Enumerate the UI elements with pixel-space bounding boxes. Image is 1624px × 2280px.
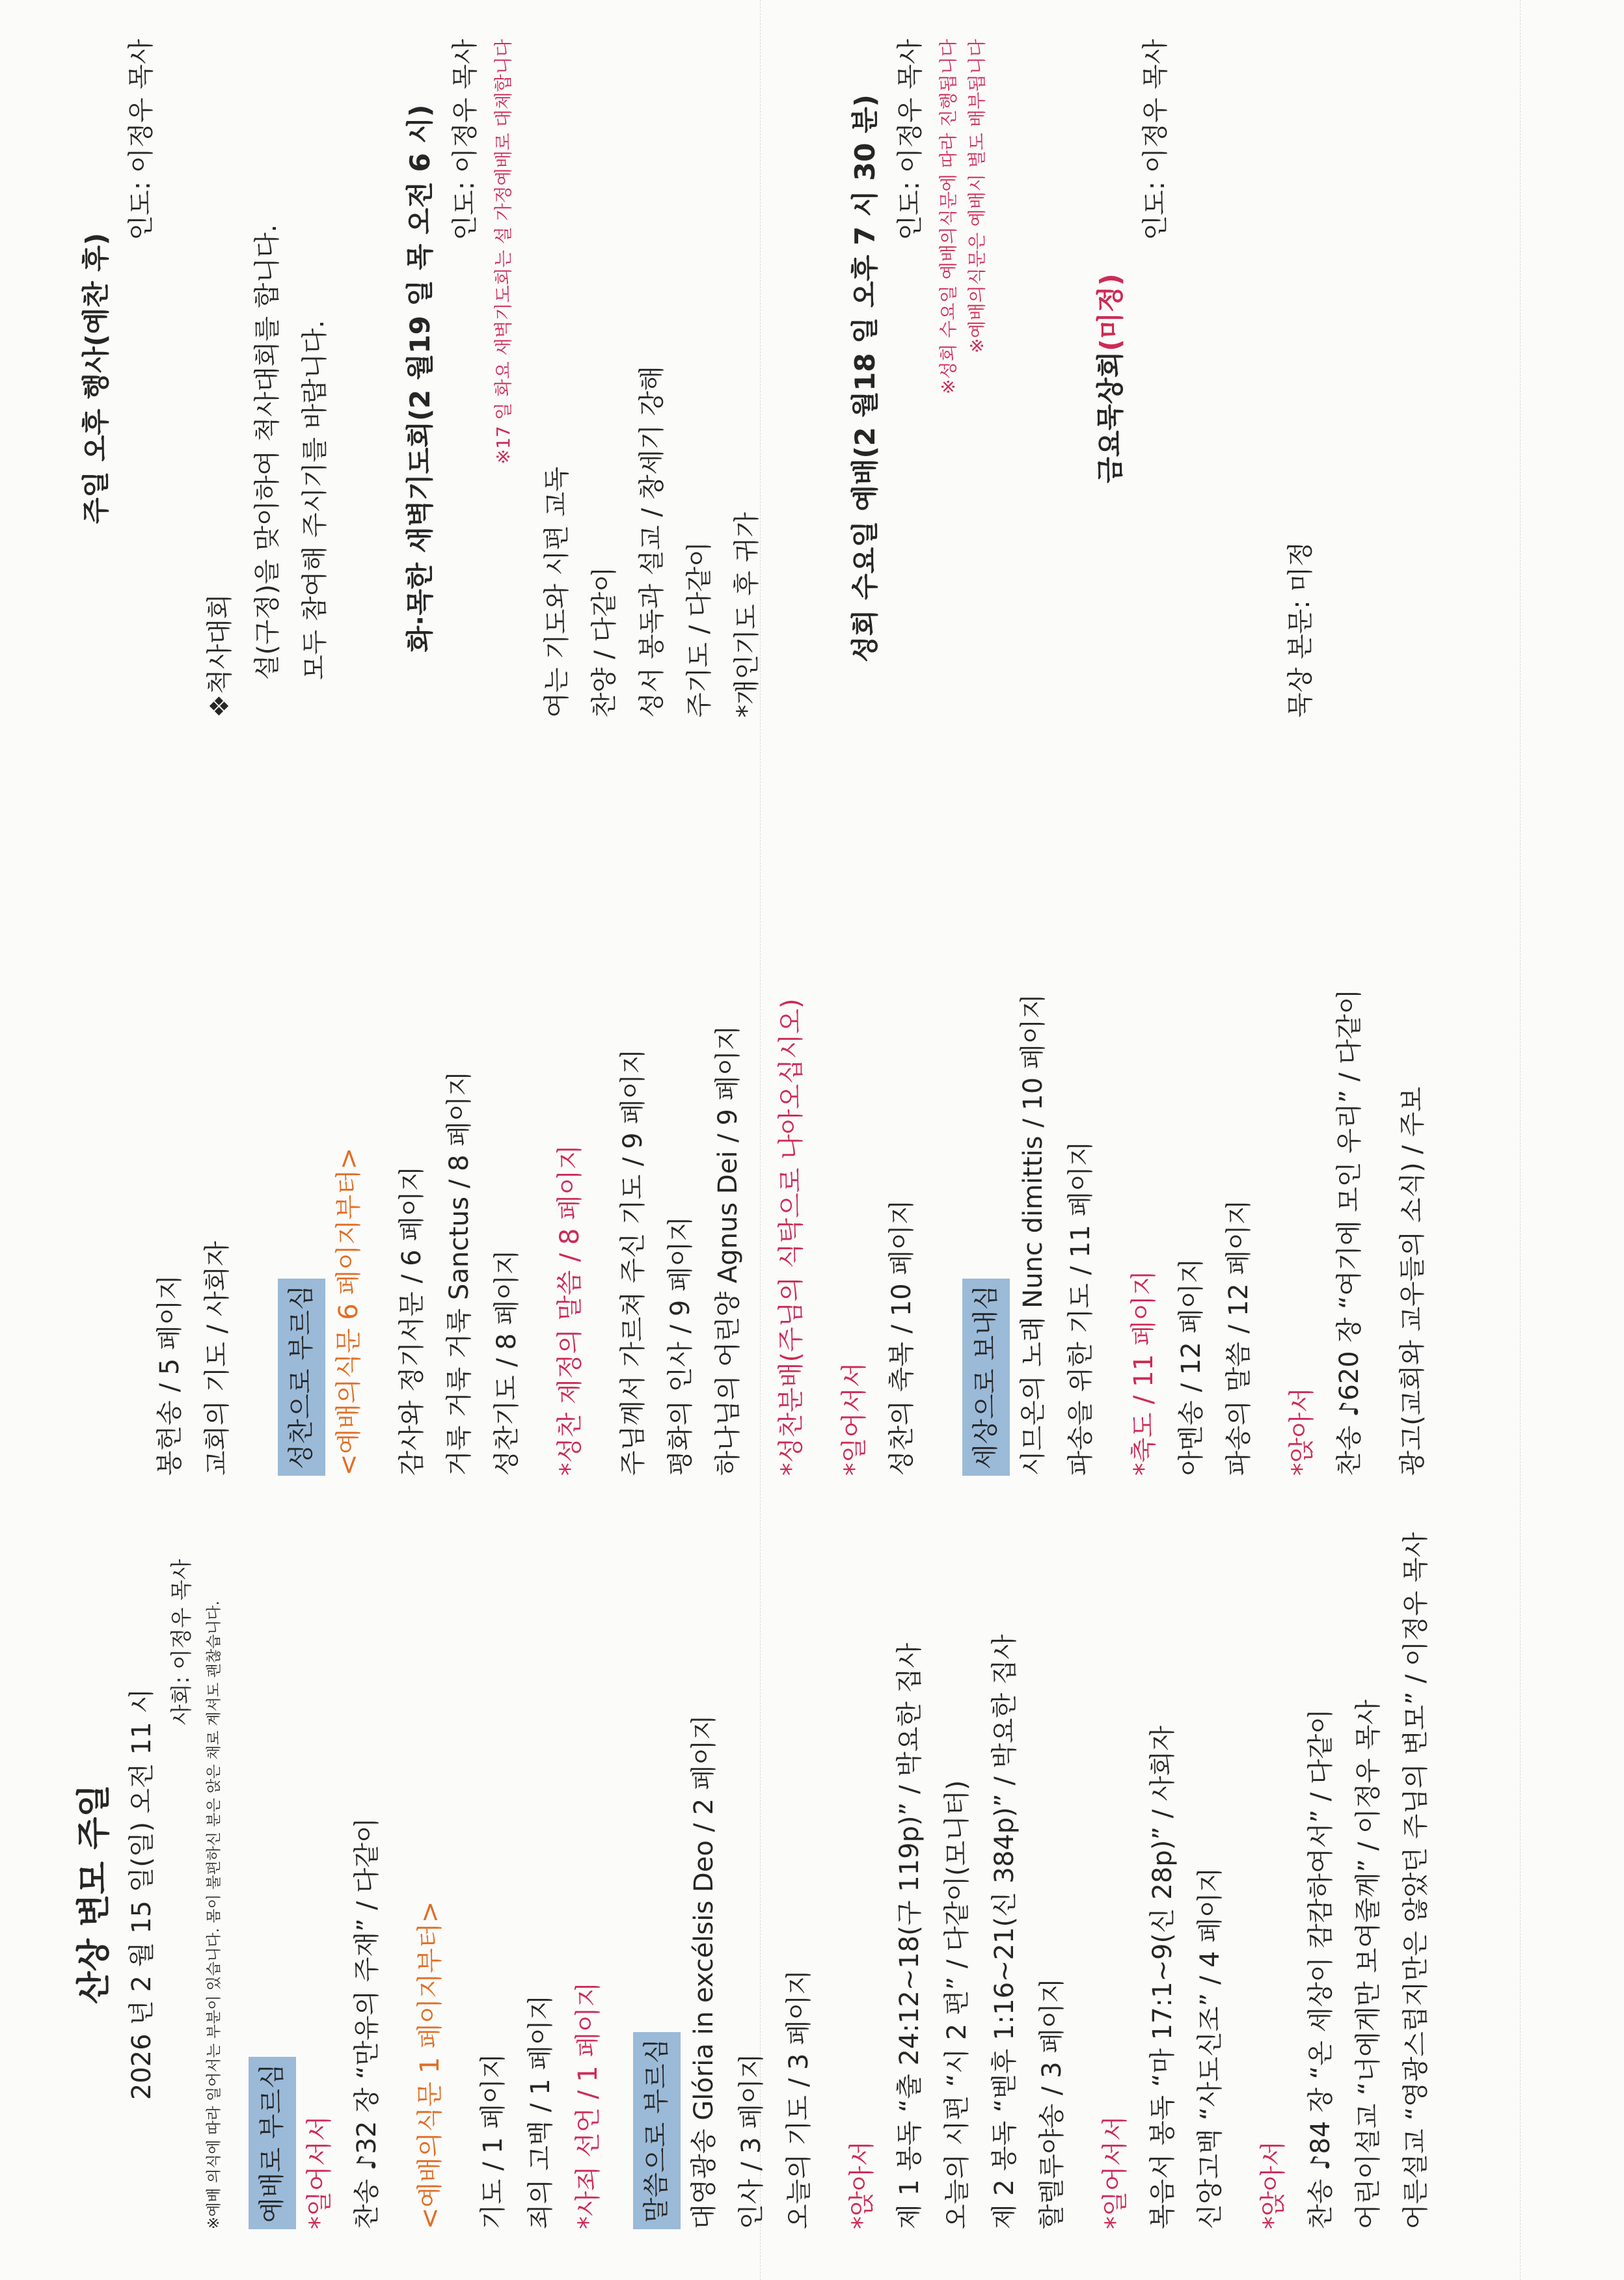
order-item: 거룩 거룩 거룩 Sanctus / 8 페이지 bbox=[444, 1070, 474, 1476]
service-title: 산상 변모 주일 bbox=[75, 1784, 114, 2004]
section-entrance-badge: 예배로 부르심 bbox=[249, 2057, 296, 2229]
cue-sit: *앉아서 bbox=[1258, 2141, 1288, 2229]
order-item: 대영광송 Glória in excélsis Deo / 2 페이지 bbox=[689, 1715, 719, 2229]
order-item: 파송을 위한 기도 / 11 페이지 bbox=[1066, 1141, 1096, 1476]
panel-service-part2 bbox=[0, 760, 1624, 1520]
ash-wednesday-note: ※성회 수요일 예배의식문에 따라 진행됩니다 bbox=[938, 39, 959, 394]
announcements-line: 광고(교회와 교우들의 소식) / 주보 bbox=[1398, 1087, 1428, 1476]
order-item: 인사 / 3 페이지 bbox=[737, 2053, 766, 2229]
order-item: 죄의 고백 / 1 페이지 bbox=[526, 1994, 556, 2229]
dawn-order-item: 주기도 / 다같이 bbox=[684, 541, 714, 718]
friday-title-main: 금요묵상회 bbox=[1094, 351, 1126, 483]
order-item: 할렐루야송 / 3 페이지 bbox=[1037, 1977, 1067, 2229]
sermon-line: 어른설교 “영광스럽지만은 않았던 주님의 변모” / 이정우 목사 bbox=[1401, 1532, 1431, 2229]
order-item: 성찬기도 / 8 페이지 bbox=[492, 1249, 522, 1476]
presider-label: 사회: 이정우 목사 bbox=[169, 1559, 194, 1726]
ash-wednesday-note: ※예배의식문은 예배시 별도 배부됩니다 bbox=[966, 39, 988, 353]
ash-wednesday-leader: 인도: 이정우 목사 bbox=[895, 39, 925, 241]
friday-title-status: (미정) bbox=[1094, 273, 1126, 351]
liturgy-ref: <예배의식문 1 페이지부터> bbox=[415, 1901, 445, 2229]
hymn-line: 찬송 ♪32 장 “만유의 주재” / 다같이 bbox=[352, 1817, 382, 2229]
order-item: 성찬의 축복 / 10 페이지 bbox=[887, 1199, 917, 1476]
section-sacrament-badge: 성찬으로 부르심 bbox=[278, 1279, 325, 1476]
dawn-order-item: 찬양 / 다같이 bbox=[589, 566, 619, 718]
section-sending-badge: 세상으로 보내심 bbox=[962, 1279, 1010, 1476]
cue-sit: *앉아서 bbox=[1287, 1387, 1317, 1476]
order-item-standing: *사죄 선언 / 1 페이지 bbox=[573, 1981, 603, 2229]
dawn-order-item: 여는 기도와 시편 교독 bbox=[542, 467, 572, 718]
friday-meditation-title bbox=[1089, 39, 1132, 718]
reading-line: 제 1 봉독 “출 24:12~18(구 119p)” / 박요한 집사 bbox=[895, 1642, 925, 2229]
panel-service-part1 bbox=[0, 1520, 1624, 2280]
diamond-bullet-icon: ❖ bbox=[205, 694, 235, 718]
sermon-line: 어린이설교 “너에게만 보여줄께” / 이정우 목사 bbox=[1353, 1699, 1383, 2229]
event-description: 설(구정)을 맞이하여 척사대회를 합니다. bbox=[252, 224, 282, 680]
friday-meditation-text: 묵상 본문: 미정 bbox=[1286, 541, 1316, 718]
hymn-line: 찬송 ♪84 장 “온 세상이 캄캄하여서” / 다같이 bbox=[1306, 1709, 1336, 2229]
service-date: 2026 년 2 월 15 일(일) 오전 11 시 bbox=[127, 1688, 157, 2100]
order-item: 봉헌송 / 5 페이지 bbox=[155, 1275, 185, 1476]
reading-line: 오늘의 시편 “시 2 편” / 다같이(모니터) bbox=[942, 1780, 972, 2229]
section-word-badge: 말씀으로 부르심 bbox=[633, 2032, 681, 2229]
order-item-standing: *축도 / 11 페이지 bbox=[1129, 1270, 1159, 1476]
order-item: 파송의 말씀 / 12 페이지 bbox=[1224, 1199, 1254, 1476]
liturgy-ref: <예배의식문 6 페이지부터> bbox=[334, 1147, 364, 1476]
order-item: 감사와 정기서문 / 6 페이지 bbox=[397, 1165, 427, 1476]
dawn-prayer-title: 화·목한 새벽기도회(2 월19 일 목 오전 6 시) bbox=[404, 104, 436, 653]
cue-sit: *앉아서 bbox=[847, 2141, 877, 2229]
order-item: 주님께서 가르쳐 주신 기도 / 9 페이지 bbox=[618, 1048, 648, 1476]
order-item: 교회의 기도 / 사회자 bbox=[202, 1241, 232, 1476]
dawn-order-item: *개인기도 후 귀가 bbox=[732, 512, 762, 718]
dawn-order-item: 성서 봉독과 설교 / 창세기 강해 bbox=[637, 366, 667, 718]
event-heading bbox=[196, 39, 244, 718]
order-item: 시므온의 노래 Nunc dimittis / 10 페이지 bbox=[1018, 994, 1048, 1476]
order-item: 하나님의 어린양 Agnus Dei / 9 페이지 bbox=[713, 1025, 743, 1476]
order-item: 평화의 인사 / 9 페이지 bbox=[666, 1216, 696, 1476]
hymn-line: 찬송 ♪620 장 “여기에 모인 우리” / 다같이 bbox=[1334, 988, 1364, 1476]
order-item: 아멘송 / 12 페이지 bbox=[1176, 1258, 1206, 1476]
communion-distribution: *성찬분배(주님의 식탁으로 나아오십시오) bbox=[776, 998, 806, 1476]
reading-line: 제 2 봉독 “벧후 1:16~21(신 384p)” / 박요한 집사 bbox=[990, 1634, 1020, 2229]
event-description: 모두 참여해 주시기를 바랍니다. bbox=[300, 319, 330, 680]
order-item-standing: *성찬 제정의 말씀 / 8 페이지 bbox=[555, 1145, 585, 1476]
cue-stand: *일어서서 bbox=[304, 2115, 334, 2229]
afternoon-leader: 인도: 이정우 목사 bbox=[126, 39, 156, 241]
reading-line: 복음서 봉독 “마 17:1~9(신 28p)” / 사회자 bbox=[1148, 1726, 1178, 2229]
order-item: 기도 / 1 페이지 bbox=[478, 2053, 508, 2229]
event-name: 척사대회 bbox=[205, 593, 235, 695]
cue-stand: *일어서서 bbox=[1100, 2115, 1130, 2229]
order-item: 신앙고백 “사도신조” / 4 페이지 bbox=[1195, 1867, 1225, 2229]
afternoon-event-title: 주일 오후 행사(예찬 후) bbox=[80, 232, 112, 524]
cue-stand: *일어서서 bbox=[839, 1362, 869, 1476]
order-item: 오늘의 기도 / 3 페이지 bbox=[784, 1970, 814, 2229]
panel-weekly-events bbox=[0, 0, 1624, 760]
posture-notice: ※예배 의식에 따라 일어서는 부분이 있습니다. 몸이 불편하신 분은 앉은 채로 계셔도 괜찮습니다. bbox=[206, 1601, 223, 2229]
ash-wednesday-title: 성회 수요일 예배(2 월18 일 오후 7 시 30 분) bbox=[849, 94, 881, 662]
friday-leader: 인도: 이정우 목사 bbox=[1141, 39, 1171, 241]
dawn-prayer-leader: 인도: 이정우 목사 bbox=[450, 39, 480, 241]
dawn-prayer-note: ※17 일 화요 새벽기도회는 설 가정예배로 대체합니다 bbox=[493, 39, 514, 465]
